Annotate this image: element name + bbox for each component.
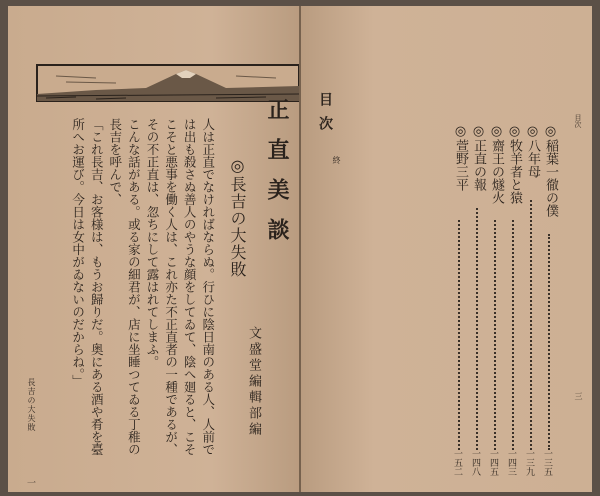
- toc-entry[interactable]: [487, 124, 503, 476]
- toc-entry-page: 一四三: [506, 449, 516, 476]
- toc-leader-dots: [494, 220, 496, 450]
- toc-entry-title: ◎稲葉一徹の僕: [543, 124, 558, 217]
- body-text: [68, 118, 217, 458]
- toc-end-mark: 終: [332, 156, 341, 164]
- right-page: [301, 6, 592, 492]
- body-paragraph: こんな話がある。或る家の細君が、店に坐睡つてゐる丁稚の長吉を呼んで、: [107, 118, 142, 456]
- body-paragraph: 「これ長吉、お客様は、もうお歸りだ。奥にある酒や肴を臺所へお運び。今日は女中がゐないのだからね。」: [70, 118, 105, 456]
- page-number: 三: [574, 392, 583, 400]
- page-number: 一: [27, 479, 37, 489]
- story-title: ◎長吉の大失敗: [228, 156, 247, 278]
- running-head: 長吉の大失敗: [27, 378, 36, 432]
- toc-leader-dots: [530, 200, 532, 450]
- publisher-credit: 文盛堂編輯部編: [246, 326, 261, 438]
- left-page: [8, 6, 299, 492]
- toc-entry[interactable]: [523, 124, 539, 476]
- toc-entry-page: 一四八: [470, 449, 480, 476]
- toc-leader-dots: [476, 208, 478, 450]
- toc-entry[interactable]: [469, 124, 485, 476]
- toc-entry-title: ◎正直の報: [471, 124, 486, 191]
- toc-entry-title: ◎牧羊者と猿: [507, 124, 522, 204]
- toc-list: [451, 124, 561, 476]
- toc-entry-title: ◎八年母: [525, 124, 540, 178]
- mount-fuji-illustration: [36, 64, 299, 102]
- toc-entry-title: ◎萱野三平: [453, 124, 468, 191]
- toc-heading: 目次: [317, 92, 333, 140]
- toc-entry[interactable]: [541, 124, 557, 476]
- body-paragraph: 人は正直でなければならぬ。行ひに陰日南のある人、人前では出も殺さぬ善人のやうな顔をしてゐて、陰へ廻ると、こそこそと悪事を働く人は、これ亦た不正直者の一種であるが、その不正直は、忽ちにして露はれてしまふ。: [144, 118, 216, 456]
- toc-entry-page: 一三五: [542, 449, 552, 476]
- toc-leader-dots: [512, 220, 514, 450]
- toc-leader-dots: [458, 220, 460, 450]
- toc-entry-page: 一三九: [524, 449, 534, 476]
- toc-entry[interactable]: [505, 124, 521, 476]
- toc-entry-page: 一五二: [452, 449, 462, 476]
- article-title: 正直美談: [264, 98, 290, 258]
- toc-entry[interactable]: [451, 124, 467, 476]
- toc-entry-page: 一四五: [488, 449, 498, 476]
- toc-entry-title: ◎齋王の燧火: [489, 124, 504, 204]
- running-head: 目次: [574, 114, 582, 128]
- toc-leader-dots: [548, 234, 550, 450]
